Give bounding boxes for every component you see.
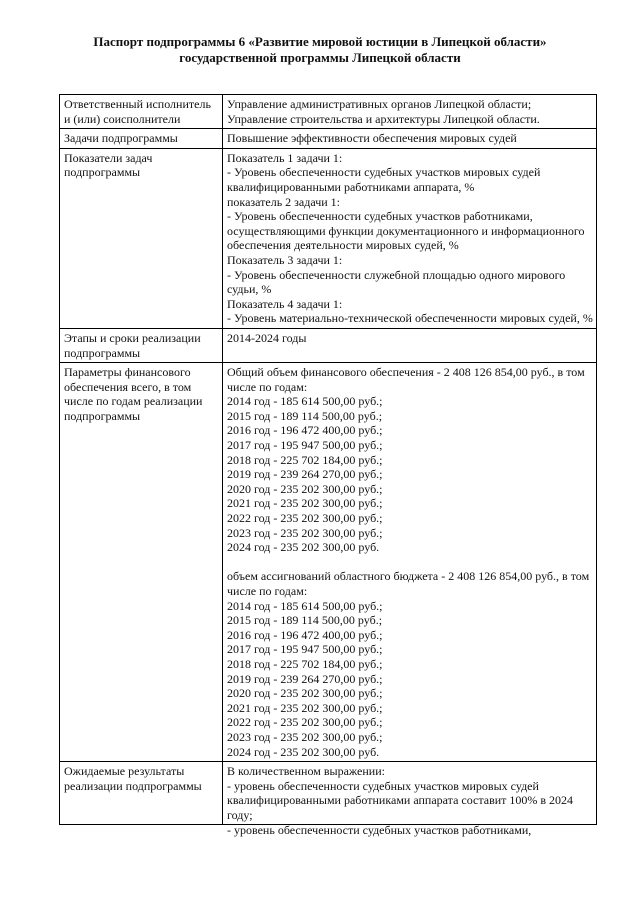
results-label: Ожидаемые результаты реализации подпрограммы — [60, 762, 223, 825]
indicator-line: - Уровень обеспеченности судебных участков мировых судей квалифицированными работниками аппарата, % — [227, 165, 541, 194]
result-line: В количественном выражении: — [227, 764, 385, 779]
finance-year-line: 2018 год - 225 702 184,00 руб.; — [227, 452, 383, 467]
budget-year-line: 2015 год - 189 114 500,00 руб.; — [227, 613, 383, 628]
indicator-line: показатель 2 задачи 1: — [227, 194, 340, 209]
indicator-line: Показатель 1 задачи 1: — [227, 150, 343, 165]
budget-year-line: 2018 год - 225 702 184,00 руб.; — [227, 656, 383, 671]
passport-table — [59, 94, 597, 837]
paragraph-spacer — [227, 555, 593, 570]
finance-year-line: 2016 год - 196 472 400,00 руб.; — [227, 423, 383, 438]
budget-year-line: 2019 год - 239 264 270,00 руб.; — [227, 671, 383, 686]
budget-year-line: 2017 год - 195 947 500,00 руб.; — [227, 642, 383, 657]
responsible-label: Ответственный исполнитель и (или) соисполнители — [60, 95, 223, 129]
indicator-line: Показатель 4 задачи 1: — [227, 296, 343, 311]
table-row-indicators — [60, 148, 597, 328]
finance-year-line: 2017 год - 195 947 500,00 руб.; — [227, 438, 383, 453]
responsible-value: Управление административных органов Липецкой области; Управление строительства и архитектуры Липецкой области. — [223, 95, 597, 129]
finance-year-line: 2021 год - 235 202 300,00 руб.; — [227, 496, 383, 511]
finance-year-line: 2015 год - 189 114 500,00 руб.; — [227, 408, 383, 423]
budget-year-line: 2022 год - 235 202 300,00 руб.; — [227, 715, 383, 730]
budget-year-line: 2020 год - 235 202 300,00 руб.; — [227, 686, 383, 701]
table-row-tasks — [60, 129, 597, 149]
results-text — [227, 764, 593, 837]
table-row-responsible — [60, 95, 597, 129]
document-title-line-2: государственной программы Липецкой области — [179, 50, 461, 65]
budget-year-line: 2014 год - 185 614 500,00 руб.; — [227, 598, 383, 613]
indicator-line: Показатель 3 задачи 1: — [227, 252, 343, 267]
finance-year-line: 2019 год - 239 264 270,00 руб.; — [227, 467, 383, 482]
stages-value: 2014-2024 годы — [223, 328, 597, 362]
document-title-line-1: Паспорт подпрограммы 6 «Развитие мировой юстиции в Липецкой области» — [93, 34, 547, 49]
document-title — [40, 34, 600, 66]
finance-total-intro: Общий объем финансового обеспечения - 2 408 126 854,00 руб., в том числе по годам: — [227, 365, 585, 394]
finance-year-line: 2020 год - 235 202 300,00 руб.; — [227, 481, 383, 496]
finance-value — [223, 363, 597, 762]
table-row-stages — [60, 328, 597, 362]
results-value — [223, 762, 597, 837]
finance-year-line: 2022 год - 235 202 300,00 руб.; — [227, 511, 383, 526]
table-row-results — [60, 762, 597, 825]
budget-year-line: 2024 год - 235 202 300,00 руб. — [227, 744, 380, 759]
stages-label: Этапы и сроки реализации подпрограммы — [60, 328, 223, 362]
result-line: - уровень обеспеченности судебных участков мировых судей квалифицированными работниками аппарата составит 100% в 2024 году; — [227, 778, 574, 822]
budget-year-line: 2021 год - 235 202 300,00 руб.; — [227, 700, 383, 715]
finance-year-line: 2014 год - 185 614 500,00 руб.; — [227, 394, 383, 409]
tasks-label: Задачи подпрограммы — [60, 129, 223, 149]
finance-year-line: 2024 год - 235 202 300,00 руб. — [227, 540, 380, 555]
result-line: - уровень обеспеченности судебных участков работниками, — [227, 822, 532, 837]
finance-budget-intro: объем ассигнований областного бюджета - 2 408 126 854,00 руб., в том числе по годам: — [227, 569, 590, 598]
finance-year-line: 2023 год - 235 202 300,00 руб.; — [227, 525, 383, 540]
finance-label: Параметры финансового обеспечения всего, в том числе по годам реализации подпрограммы — [60, 363, 223, 762]
budget-year-line: 2016 год - 196 472 400,00 руб.; — [227, 627, 383, 642]
table-row-finance — [60, 363, 597, 762]
indicators-value — [223, 148, 597, 328]
indicator-line: - Уровень материально-технической обеспеченности мировых судей, % — [227, 311, 593, 326]
indicator-line: - Уровень обеспеченности служебной площадью одного мирового судьи, % — [227, 267, 566, 297]
tasks-value: Повышение эффективности обеспечения мировых судей — [223, 129, 597, 149]
indicators-label: Показатели задач подпрограммы — [60, 148, 223, 328]
indicator-line: - Уровень обеспеченности судебных участков работниками, осуществляющими функции документационного и информационного обеспечения деятельности мировых судей, % — [227, 209, 585, 253]
budget-year-line: 2023 год - 235 202 300,00 руб.; — [227, 729, 383, 744]
